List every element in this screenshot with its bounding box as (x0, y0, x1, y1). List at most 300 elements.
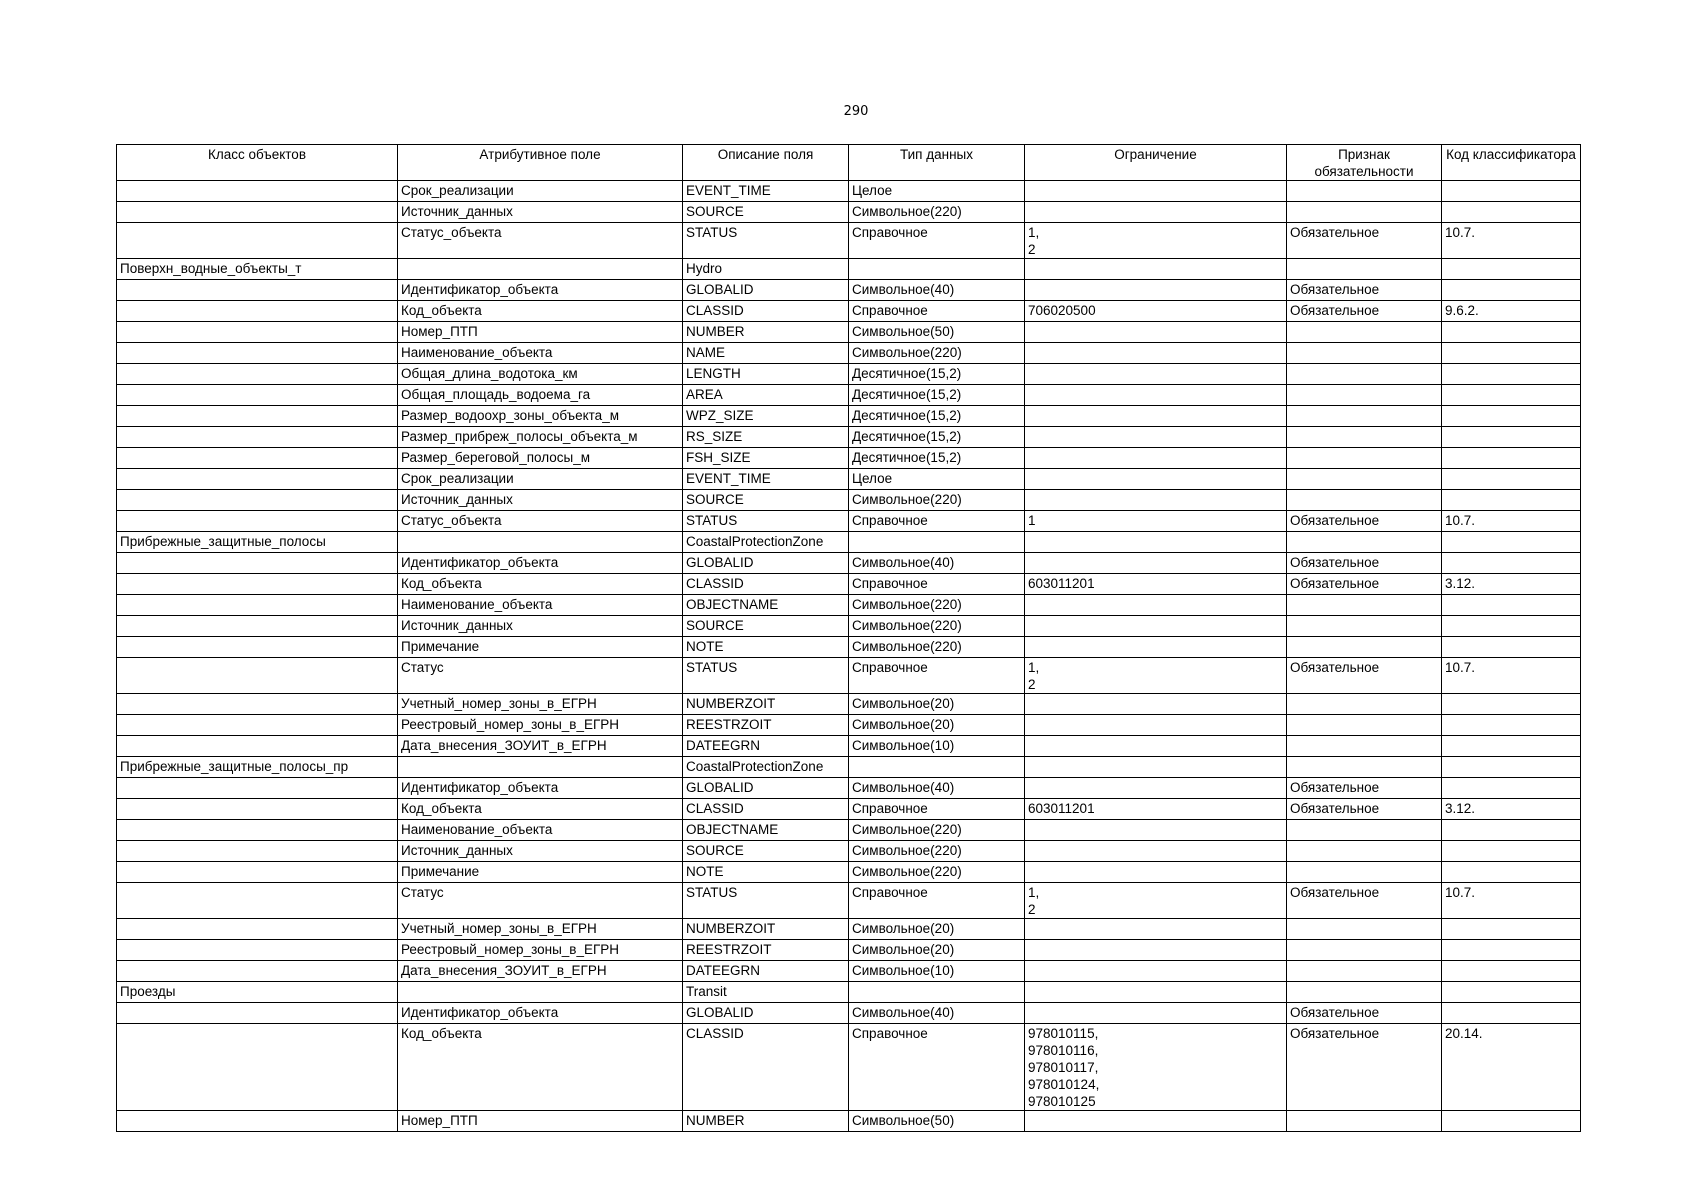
cell-constraint (1025, 364, 1287, 385)
cell-required-flag (1287, 919, 1442, 940)
cell-object-class: Проезды (117, 982, 398, 1003)
cell-attribute-field: Код_объекта (398, 574, 683, 595)
table-row (117, 1024, 1581, 1111)
cell-data-type: Десятичное(15,2) (849, 385, 1025, 406)
cell-data-type: Символьное(20) (849, 940, 1025, 961)
cell-attribute-field: Источник_данных (398, 490, 683, 511)
cell-data-type: Десятичное(15,2) (849, 364, 1025, 385)
cell-field-description: GLOBALID (683, 553, 849, 574)
table-row (117, 322, 1581, 343)
cell-data-type: Символьное(10) (849, 736, 1025, 757)
table-row (117, 364, 1581, 385)
cell-data-type: Справочное (849, 799, 1025, 820)
cell-classifier-code (1442, 616, 1581, 637)
cell-data-type: Символьное(220) (849, 490, 1025, 511)
cell-object-class (117, 181, 398, 202)
cell-required-flag (1287, 982, 1442, 1003)
cell-classifier-code (1442, 715, 1581, 736)
cell-required-flag (1287, 385, 1442, 406)
cell-classifier-code (1442, 322, 1581, 343)
table-row (117, 961, 1581, 982)
cell-attribute-field: Дата_внесения_ЗОУИТ_в_ЕГРН (398, 961, 683, 982)
cell-constraint (1025, 982, 1287, 1003)
cell-classifier-code (1442, 181, 1581, 202)
cell-attribute-field: Источник_данных (398, 841, 683, 862)
cell-classifier-code (1442, 778, 1581, 799)
cell-attribute-field: Статус (398, 658, 683, 694)
cell-constraint (1025, 343, 1287, 364)
cell-constraint (1025, 532, 1287, 553)
header-attribute-field: Атрибутивное поле (398, 145, 683, 181)
cell-constraint (1025, 841, 1287, 862)
cell-constraint (1025, 820, 1287, 841)
table-row (117, 694, 1581, 715)
cell-data-type: Символьное(220) (849, 637, 1025, 658)
table-row (117, 181, 1581, 202)
cell-constraint (1025, 1003, 1287, 1024)
cell-classifier-code (1442, 259, 1581, 280)
cell-attribute-field: Наименование_объекта (398, 820, 683, 841)
cell-constraint (1025, 553, 1287, 574)
cell-required-flag: Обязательное (1287, 223, 1442, 259)
table-row (117, 511, 1581, 532)
cell-required-flag (1287, 259, 1442, 280)
cell-constraint: 1, 2 (1025, 658, 1287, 694)
cell-field-description: SOURCE (683, 202, 849, 223)
cell-constraint (1025, 406, 1287, 427)
cell-attribute-field (398, 982, 683, 1003)
cell-attribute-field: Статус_объекта (398, 511, 683, 532)
cell-classifier-code (1442, 532, 1581, 553)
cell-required-flag: Обязательное (1287, 1024, 1442, 1111)
cell-object-class (117, 469, 398, 490)
cell-constraint (1025, 1111, 1287, 1132)
cell-constraint (1025, 694, 1287, 715)
table-row (117, 799, 1581, 820)
cell-required-flag (1287, 820, 1442, 841)
cell-required-flag (1287, 490, 1442, 511)
cell-classifier-code: 9.6.2. (1442, 301, 1581, 322)
cell-classifier-code (1442, 364, 1581, 385)
cell-data-type: Десятичное(15,2) (849, 406, 1025, 427)
cell-data-type (849, 982, 1025, 1003)
cell-classifier-code (1442, 940, 1581, 961)
cell-attribute-field: Идентификатор_объекта (398, 1003, 683, 1024)
cell-required-flag (1287, 841, 1442, 862)
cell-data-type: Справочное (849, 223, 1025, 259)
cell-attribute-field: Идентификатор_объекта (398, 280, 683, 301)
cell-object-class (117, 1003, 398, 1024)
table-row (117, 982, 1581, 1003)
cell-data-type: Целое (849, 469, 1025, 490)
cell-attribute-field: Учетный_номер_зоны_в_ЕГРН (398, 694, 683, 715)
cell-constraint (1025, 595, 1287, 616)
cell-field-description: DATEEGRN (683, 736, 849, 757)
table-row (117, 490, 1581, 511)
cell-classifier-code (1442, 1003, 1581, 1024)
cell-field-description: SOURCE (683, 490, 849, 511)
header-required-flag: Признак обязательности (1287, 145, 1442, 181)
cell-constraint (1025, 322, 1287, 343)
cell-field-description: EVENT_TIME (683, 469, 849, 490)
cell-classifier-code: 3.12. (1442, 574, 1581, 595)
cell-object-class (117, 202, 398, 223)
cell-field-description: Hydro (683, 259, 849, 280)
cell-constraint (1025, 490, 1287, 511)
cell-object-class: Прибрежные_защитные_полосы_пр (117, 757, 398, 778)
cell-object-class (117, 919, 398, 940)
cell-object-class (117, 280, 398, 301)
cell-classifier-code (1442, 982, 1581, 1003)
cell-attribute-field (398, 532, 683, 553)
cell-attribute-field: Код_объекта (398, 301, 683, 322)
cell-classifier-code (1442, 757, 1581, 778)
cell-classifier-code: 20.14. (1442, 1024, 1581, 1111)
cell-field-description: GLOBALID (683, 280, 849, 301)
cell-constraint: 1, 2 (1025, 883, 1287, 919)
cell-data-type: Десятичное(15,2) (849, 448, 1025, 469)
cell-object-class (117, 553, 398, 574)
cell-field-description: NUMBER (683, 1111, 849, 1132)
cell-required-flag (1287, 715, 1442, 736)
cell-attribute-field: Источник_данных (398, 616, 683, 637)
cell-required-flag: Обязательное (1287, 799, 1442, 820)
cell-object-class (117, 364, 398, 385)
cell-data-type: Символьное(220) (849, 862, 1025, 883)
table-row (117, 553, 1581, 574)
cell-required-flag: Обязательное (1287, 553, 1442, 574)
cell-constraint (1025, 637, 1287, 658)
cell-data-type (849, 259, 1025, 280)
cell-attribute-field: Номер_ПТП (398, 322, 683, 343)
cell-required-flag (1287, 532, 1442, 553)
cell-constraint (1025, 616, 1287, 637)
table-row (117, 343, 1581, 364)
table-row (117, 658, 1581, 694)
cell-object-class (117, 595, 398, 616)
cell-data-type: Символьное(40) (849, 553, 1025, 574)
cell-field-description: STATUS (683, 658, 849, 694)
cell-constraint (1025, 385, 1287, 406)
cell-data-type: Справочное (849, 883, 1025, 919)
cell-object-class: Поверхн_водные_объекты_т (117, 259, 398, 280)
cell-data-type (849, 757, 1025, 778)
cell-attribute-field: Реестровый_номер_зоны_в_ЕГРН (398, 715, 683, 736)
cell-data-type: Справочное (849, 1024, 1025, 1111)
cell-classifier-code (1442, 736, 1581, 757)
cell-constraint (1025, 448, 1287, 469)
cell-constraint (1025, 202, 1287, 223)
cell-data-type (849, 532, 1025, 553)
cell-constraint (1025, 736, 1287, 757)
cell-attribute-field: Срок_реализации (398, 469, 683, 490)
cell-classifier-code: 3.12. (1442, 799, 1581, 820)
cell-attribute-field: Общая_площадь_водоема_га (398, 385, 683, 406)
cell-constraint (1025, 940, 1287, 961)
cell-object-class (117, 715, 398, 736)
cell-classifier-code (1442, 469, 1581, 490)
cell-data-type: Символьное(40) (849, 1003, 1025, 1024)
cell-attribute-field: Номер_ПТП (398, 1111, 683, 1132)
cell-required-flag (1287, 427, 1442, 448)
header-constraint: Ограничение (1025, 145, 1287, 181)
cell-field-description: NOTE (683, 862, 849, 883)
cell-classifier-code (1442, 280, 1581, 301)
cell-field-description: GLOBALID (683, 778, 849, 799)
cell-object-class (117, 694, 398, 715)
cell-required-flag: Обязательное (1287, 883, 1442, 919)
cell-data-type: Символьное(40) (849, 280, 1025, 301)
cell-constraint: 1, 2 (1025, 223, 1287, 259)
cell-classifier-code (1442, 1111, 1581, 1132)
table-row (117, 448, 1581, 469)
table-header (117, 145, 1581, 181)
cell-classifier-code (1442, 694, 1581, 715)
cell-attribute-field: Источник_данных (398, 202, 683, 223)
cell-required-flag (1287, 637, 1442, 658)
cell-field-description: Transit (683, 982, 849, 1003)
cell-constraint: 603011201 (1025, 574, 1287, 595)
header-classifier-code: Код классификатора (1442, 145, 1581, 181)
cell-attribute-field: Код_объекта (398, 1024, 683, 1111)
cell-classifier-code: 10.7. (1442, 223, 1581, 259)
cell-classifier-code (1442, 820, 1581, 841)
table-row (117, 595, 1581, 616)
cell-data-type: Символьное(20) (849, 715, 1025, 736)
cell-required-flag (1287, 757, 1442, 778)
table-row (117, 616, 1581, 637)
cell-object-class (117, 778, 398, 799)
cell-constraint: 603011201 (1025, 799, 1287, 820)
cell-field-description: CLASSID (683, 1024, 849, 1111)
cell-field-description: NUMBERZOIT (683, 919, 849, 940)
cell-object-class (117, 406, 398, 427)
table-row (117, 406, 1581, 427)
cell-required-flag (1287, 1111, 1442, 1132)
table-body (117, 181, 1581, 1132)
cell-classifier-code (1442, 862, 1581, 883)
cell-object-class (117, 883, 398, 919)
table-row (117, 532, 1581, 553)
cell-object-class (117, 448, 398, 469)
cell-object-class (117, 385, 398, 406)
cell-field-description: OBJECTNAME (683, 820, 849, 841)
cell-object-class (117, 574, 398, 595)
cell-data-type: Символьное(10) (849, 961, 1025, 982)
cell-field-description: FSH_SIZE (683, 448, 849, 469)
cell-field-description: NUMBER (683, 322, 849, 343)
cell-field-description: STATUS (683, 883, 849, 919)
cell-field-description: CoastalProtectionZone (683, 532, 849, 553)
table-row (117, 280, 1581, 301)
cell-attribute-field: Примечание (398, 862, 683, 883)
cell-field-description: STATUS (683, 223, 849, 259)
cell-attribute-field: Срок_реализации (398, 181, 683, 202)
cell-required-flag: Обязательное (1287, 511, 1442, 532)
table-row (117, 841, 1581, 862)
cell-required-flag (1287, 694, 1442, 715)
cell-required-flag (1287, 364, 1442, 385)
cell-constraint: 978010115, 978010116, 978010117, 978010124, 978010125 (1025, 1024, 1287, 1111)
cell-classifier-code: 10.7. (1442, 658, 1581, 694)
cell-field-description: AREA (683, 385, 849, 406)
table-row (117, 940, 1581, 961)
table-row (117, 469, 1581, 490)
cell-required-flag (1287, 448, 1442, 469)
cell-classifier-code: 10.7. (1442, 511, 1581, 532)
cell-classifier-code: 10.7. (1442, 883, 1581, 919)
cell-object-class (117, 1024, 398, 1111)
cell-required-flag: Обязательное (1287, 658, 1442, 694)
table-row (117, 427, 1581, 448)
cell-attribute-field: Идентификатор_объекта (398, 553, 683, 574)
table-row (117, 385, 1581, 406)
cell-constraint (1025, 280, 1287, 301)
cell-data-type: Символьное(220) (849, 820, 1025, 841)
cell-object-class (117, 841, 398, 862)
cell-object-class (117, 820, 398, 841)
attribute-table (116, 144, 1581, 1132)
cell-attribute-field: Размер_водоохр_зоны_объекта_м (398, 406, 683, 427)
cell-required-flag (1287, 181, 1442, 202)
cell-data-type: Десятичное(15,2) (849, 427, 1025, 448)
table-row (117, 202, 1581, 223)
cell-object-class (117, 736, 398, 757)
cell-field-description: CLASSID (683, 799, 849, 820)
cell-classifier-code (1442, 961, 1581, 982)
cell-attribute-field: Реестровый_номер_зоны_в_ЕГРН (398, 940, 683, 961)
table-row (117, 301, 1581, 322)
cell-required-flag (1287, 736, 1442, 757)
cell-required-flag (1287, 322, 1442, 343)
table-row (117, 259, 1581, 280)
cell-constraint (1025, 757, 1287, 778)
cell-required-flag (1287, 961, 1442, 982)
cell-field-description: NAME (683, 343, 849, 364)
table-row (117, 862, 1581, 883)
cell-data-type: Целое (849, 181, 1025, 202)
cell-data-type: Символьное(220) (849, 616, 1025, 637)
cell-attribute-field: Наименование_объекта (398, 595, 683, 616)
header-data-type: Тип данных (849, 145, 1025, 181)
cell-attribute-field: Примечание (398, 637, 683, 658)
cell-constraint (1025, 427, 1287, 448)
cell-constraint (1025, 778, 1287, 799)
cell-required-flag: Обязательное (1287, 280, 1442, 301)
table-row (117, 1111, 1581, 1132)
header-object-class: Класс объектов (117, 145, 398, 181)
cell-field-description: WPZ_SIZE (683, 406, 849, 427)
cell-constraint: 1 (1025, 511, 1287, 532)
cell-attribute-field (398, 259, 683, 280)
cell-attribute-field: Дата_внесения_ЗОУИТ_в_ЕГРН (398, 736, 683, 757)
cell-object-class (117, 799, 398, 820)
cell-data-type: Символьное(220) (849, 595, 1025, 616)
cell-object-class (117, 343, 398, 364)
cell-required-flag (1287, 595, 1442, 616)
cell-data-type: Символьное(50) (849, 322, 1025, 343)
cell-data-type: Символьное(20) (849, 694, 1025, 715)
page-number: 290 (843, 104, 869, 119)
cell-constraint (1025, 862, 1287, 883)
cell-object-class: Прибрежные_защитные_полосы (117, 532, 398, 553)
cell-attribute-field: Общая_длина_водотока_км (398, 364, 683, 385)
cell-field-description: DATEEGRN (683, 961, 849, 982)
cell-attribute-field: Статус_объекта (398, 223, 683, 259)
cell-object-class (117, 322, 398, 343)
cell-required-flag (1287, 406, 1442, 427)
cell-attribute-field: Код_объекта (398, 799, 683, 820)
cell-classifier-code (1442, 406, 1581, 427)
cell-field-description: NOTE (683, 637, 849, 658)
cell-data-type: Справочное (849, 574, 1025, 595)
table-row (117, 1003, 1581, 1024)
cell-data-type: Символьное(20) (849, 919, 1025, 940)
header-row (117, 145, 1581, 181)
cell-constraint (1025, 259, 1287, 280)
cell-object-class (117, 1111, 398, 1132)
cell-required-flag (1287, 616, 1442, 637)
cell-classifier-code (1442, 343, 1581, 364)
cell-required-flag (1287, 940, 1442, 961)
table-row (117, 574, 1581, 595)
cell-required-flag (1287, 862, 1442, 883)
cell-field-description: REESTRZOIT (683, 715, 849, 736)
cell-classifier-code (1442, 553, 1581, 574)
cell-required-flag (1287, 343, 1442, 364)
cell-data-type: Справочное (849, 658, 1025, 694)
cell-data-type: Справочное (849, 301, 1025, 322)
cell-classifier-code (1442, 637, 1581, 658)
cell-object-class (117, 223, 398, 259)
cell-required-flag: Обязательное (1287, 574, 1442, 595)
cell-object-class (117, 301, 398, 322)
cell-object-class (117, 490, 398, 511)
cell-object-class (117, 637, 398, 658)
table-row (117, 757, 1581, 778)
cell-field-description: OBJECTNAME (683, 595, 849, 616)
cell-data-type: Символьное(40) (849, 778, 1025, 799)
cell-field-description: REESTRZOIT (683, 940, 849, 961)
table-row (117, 919, 1581, 940)
cell-constraint (1025, 469, 1287, 490)
cell-required-flag (1287, 469, 1442, 490)
cell-field-description: STATUS (683, 511, 849, 532)
cell-field-description: SOURCE (683, 841, 849, 862)
cell-required-flag: Обязательное (1287, 1003, 1442, 1024)
cell-field-description: NUMBERZOIT (683, 694, 849, 715)
cell-field-description: CoastalProtectionZone (683, 757, 849, 778)
cell-attribute-field: Размер_береговой_полосы_м (398, 448, 683, 469)
cell-constraint: 706020500 (1025, 301, 1287, 322)
cell-attribute-field: Наименование_объекта (398, 343, 683, 364)
cell-object-class (117, 427, 398, 448)
cell-attribute-field: Учетный_номер_зоны_в_ЕГРН (398, 919, 683, 940)
table-row (117, 715, 1581, 736)
cell-required-flag (1287, 202, 1442, 223)
cell-attribute-field: Статус (398, 883, 683, 919)
cell-attribute-field: Идентификатор_объекта (398, 778, 683, 799)
header-field-description: Описание поля (683, 145, 849, 181)
cell-classifier-code (1442, 202, 1581, 223)
cell-field-description: LENGTH (683, 364, 849, 385)
cell-attribute-field: Размер_прибреж_полосы_объекта_м (398, 427, 683, 448)
cell-classifier-code (1442, 919, 1581, 940)
cell-data-type: Символьное(220) (849, 343, 1025, 364)
cell-field-description: RS_SIZE (683, 427, 849, 448)
cell-data-type: Справочное (849, 511, 1025, 532)
cell-data-type: Символьное(220) (849, 841, 1025, 862)
